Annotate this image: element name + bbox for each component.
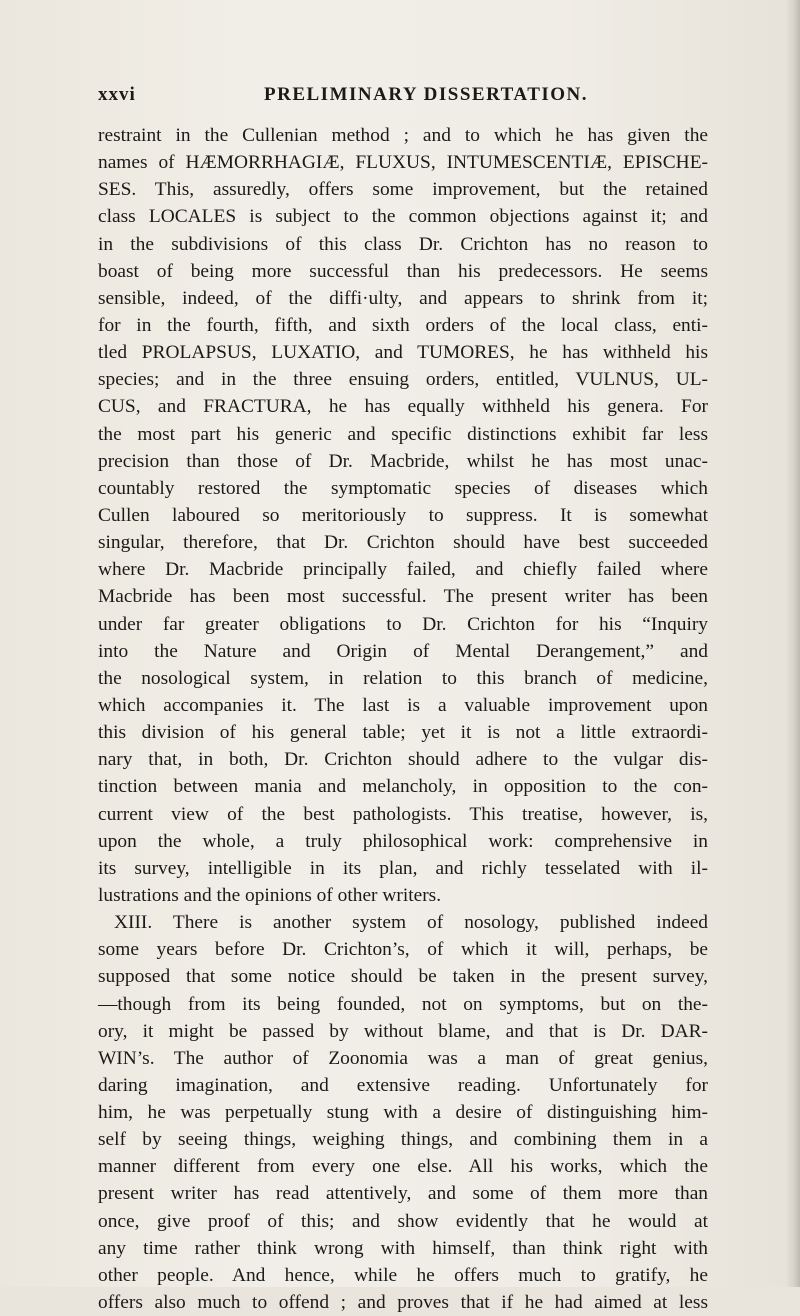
- text-line: lustrations and the opinions of other writers.: [98, 884, 442, 906]
- text-line: CUS, and FRACTURA, he has equally withheld his genera. For: [98, 396, 708, 418]
- text-line: species; and in the three ensuing orders, entitled, VULNUS, UL-: [98, 369, 708, 391]
- text-line: upon the whole, a truly philosophical work: comprehensive in: [98, 830, 708, 852]
- text-line: where Dr. Macbride principally failed, and chiefly failed where: [98, 559, 708, 581]
- text-line: tinction between mania and melancholy, in opposition to the con-: [98, 776, 708, 798]
- text-line: names of HÆMORRHAGIÆ, FLUXUS, INTUMESCENTIÆ, EPISCHE-: [98, 152, 708, 174]
- text-line: SES. This, assuredly, offers some improvement, but the retained: [98, 179, 708, 201]
- text-line: offers also much to offend ; and proves that if he had aimed at less: [98, 1292, 708, 1314]
- text-line: countably restored the symptomatic species of diseases which: [98, 477, 708, 499]
- page-header: [98, 84, 698, 110]
- text-line: self by seeing things, weighing things, and combining them in a: [98, 1129, 708, 1151]
- text-line: XIII. There is another system of nosology, published indeed: [114, 912, 708, 934]
- text-line: this division of his general table; yet it is not a little extraordi-: [98, 722, 708, 744]
- text-line: manner different from every one else. All his works, which the: [98, 1156, 708, 1178]
- text-line: present writer has read attentively, and some of them more than: [98, 1183, 708, 1205]
- text-line: precision than those of Dr. Macbride, whilst he has most unac-: [98, 450, 708, 472]
- body-text: [98, 122, 708, 1316]
- text-line: Macbride has been most successful. The present writer has been: [98, 586, 708, 608]
- text-line: restraint in the Cullenian method ; and to which he has given the: [98, 125, 708, 146]
- text-line: under far greater obligations to Dr. Crichton for his “Inquiry: [98, 613, 708, 635]
- text-line: other people. And hence, while he offers much to gratify, he: [98, 1264, 708, 1286]
- text-line: boast of being more successful than his predecessors. He seems: [98, 260, 708, 282]
- text-line: ory, it might be passed by without blame, and that is Dr. DAR-: [98, 1020, 708, 1042]
- text-line: the most part his generic and specific distinctions exhibit far less: [98, 423, 708, 445]
- text-line: supposed that some notice should be taken in the present survey,: [98, 966, 708, 988]
- text-line: —though from its being founded, not on symptoms, but on the-: [98, 993, 708, 1015]
- text-line: daring imagination, and extensive reading. Unfortunately for: [98, 1074, 708, 1096]
- text-line: the nosological system, in relation to this branch of medicine,: [98, 667, 708, 689]
- text-line: its survey, intelligible in its plan, and richly tesselated with il-: [98, 857, 708, 879]
- text-line: nary that, in both, Dr. Crichton should adhere to the vulgar dis-: [98, 749, 708, 771]
- page-number: xxvi: [98, 84, 136, 105]
- text-line: once, give proof of this; and show evidently that he would at: [98, 1210, 708, 1232]
- text-line: Cullen laboured so meritoriously to suppress. It is somewhat: [98, 504, 708, 526]
- text-line: current view of the best pathologists. This treatise, however, is,: [98, 803, 708, 825]
- text-line: some years before Dr. Crichton’s, of which it will, perhaps, be: [98, 939, 708, 961]
- text-line: any time rather think wrong with himself, than think right with: [98, 1237, 708, 1259]
- text-line: WIN’s. The author of Zoonomia was a man of great genius,: [98, 1047, 708, 1069]
- text-line: in the subdivisions of this class Dr. Crichton has no reason to: [98, 233, 708, 255]
- text-line: which accompanies it. The last is a valuable improvement upon: [98, 694, 708, 716]
- page-edge-shadow: [786, 0, 800, 1287]
- text-line: him, he was perpetually stung with a desire of distinguishing him-: [98, 1102, 708, 1124]
- text-line: into the Nature and Origin of Mental Derangement,” and: [98, 640, 708, 662]
- text-line: sensible, indeed, of the diffi·ulty, and appears to shrink from it;: [98, 287, 708, 309]
- running-head: PRELIMINARY DISSERTATION.: [264, 84, 589, 105]
- text-line: singular, therefore, that Dr. Crichton should have best succeeded: [98, 532, 708, 554]
- text-line: class LOCALES is subject to the common objections against it; and: [98, 206, 708, 228]
- text-line: for in the fourth, fifth, and sixth orders of the local class, enti-: [98, 314, 708, 336]
- text-line: tled PROLAPSUS, LUXATIO, and TUMORES, he has withheld his: [98, 342, 708, 364]
